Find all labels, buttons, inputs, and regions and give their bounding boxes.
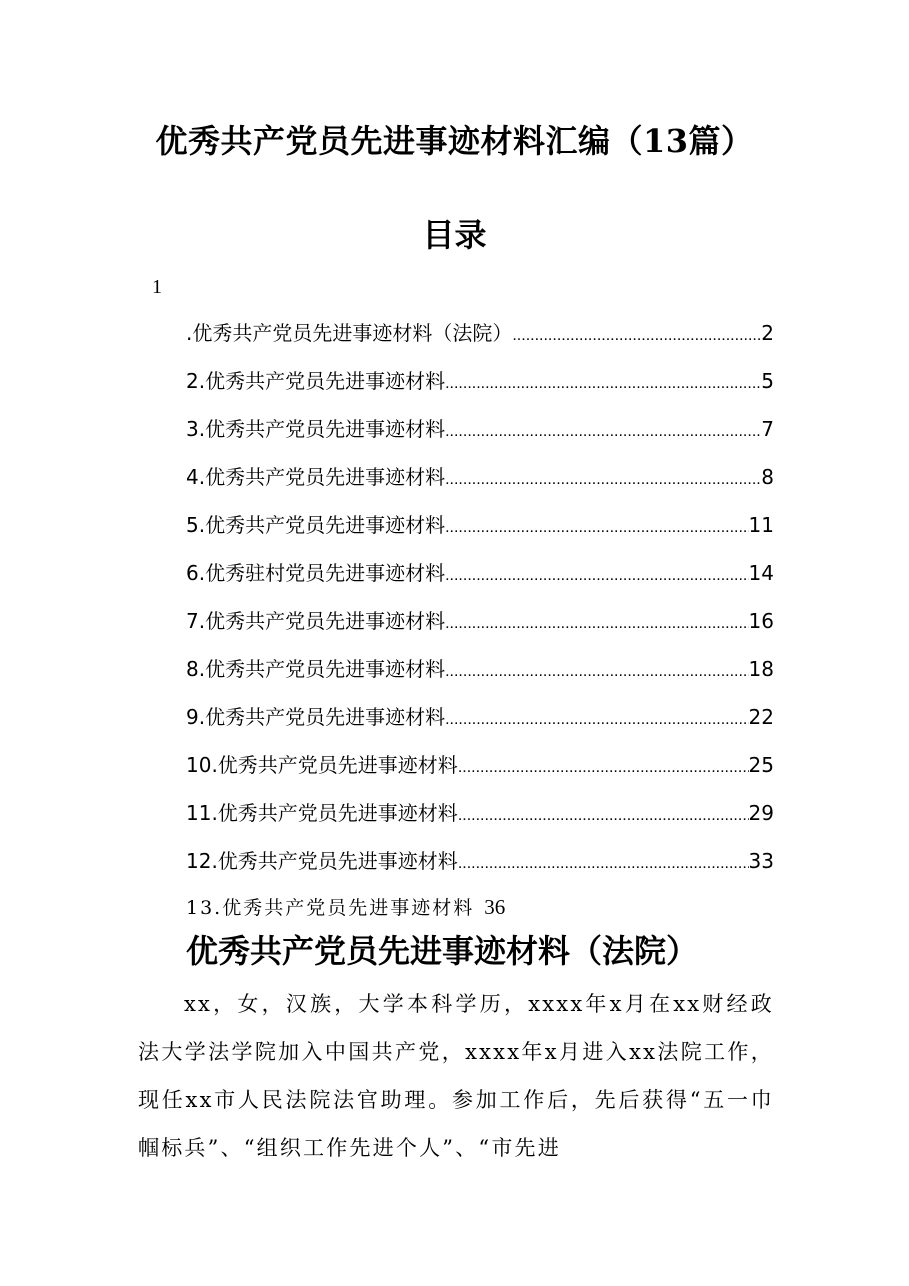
toc-leader-dots (445, 703, 748, 737)
toc-entry-text: 10.优秀共产党员先进事迹材料 (186, 753, 458, 777)
toc-entry-page: 11 (748, 513, 774, 537)
toc-entry-text: 7.优秀共产党员先进事迹材料 (186, 609, 446, 633)
toc-entry-text: 5.优秀共产党员先进事迹材料 (186, 513, 446, 537)
toc-entry-10[interactable] (186, 748, 774, 796)
toc-entry-11[interactable] (186, 796, 774, 844)
toc-entry-5[interactable] (186, 508, 774, 556)
table-of-contents (186, 316, 774, 892)
toc-leader-dots (458, 847, 749, 881)
article-title: 优秀共产党员先进事迹材料（法院） (186, 932, 699, 970)
toc-entry-text: 8.优秀共产党员先进事迹材料 (186, 657, 446, 681)
toc-entry-text: 3.优秀共产党员先进事迹材料 (186, 417, 446, 441)
toc-entry-page: 16 (748, 609, 774, 633)
toc-entry-7[interactable] (186, 604, 774, 652)
toc-entry-page: 7 (761, 417, 774, 441)
toc-entry-page: 2 (761, 321, 774, 345)
toc-entry-6[interactable] (186, 556, 774, 604)
toc-entry-page: 36 (484, 895, 506, 919)
toc-entry-13[interactable] (186, 892, 505, 923)
toc-stray-number: 1 (152, 276, 162, 298)
article-paragraph: xx，女，汉族，大学本科学历，xxxx年x月在xx财经政法大学法学院加入中国共产党，xxxx年x月进入xx法院工作，现任xx市人民法院法官助理。参加工作后，先后获得“五一巾帼标兵”、“组织工作先进个人”、“市先进 (138, 992, 774, 1160)
toc-entry-page: 18 (748, 657, 774, 681)
toc-entry-page: 22 (748, 705, 774, 729)
toc-leader-dots (512, 319, 761, 353)
toc-entry-text: 2.优秀共产党员先进事迹材料 (186, 369, 446, 393)
toc-leader-dots (445, 415, 761, 449)
toc-leader-dots (445, 655, 748, 689)
toc-entry-text: 4.优秀共产党员先进事迹材料 (186, 465, 446, 489)
toc-entry-8[interactable] (186, 652, 774, 700)
toc-leader-dots (445, 511, 748, 545)
toc-entry-page: 29 (748, 801, 774, 825)
toc-entry-2[interactable] (186, 364, 774, 412)
toc-entry-page: 25 (748, 753, 774, 777)
toc-entry-page: 8 (761, 465, 774, 489)
toc-leader-dots (445, 559, 748, 593)
toc-leader-dots (458, 751, 749, 785)
toc-entry-3[interactable] (186, 412, 774, 460)
toc-leader-dots (458, 799, 749, 833)
toc-entry-text: 11.优秀共产党员先进事迹材料 (186, 801, 458, 825)
toc-entry-9[interactable] (186, 700, 774, 748)
toc-entry-text: 12.优秀共产党员先进事迹材料 (186, 849, 458, 873)
toc-entry-page: 14 (748, 561, 774, 585)
toc-entry-1[interactable] (186, 316, 774, 364)
toc-entry-text: 13.优秀共产党员先进事迹材料 (186, 897, 475, 919)
document-title: 优秀共产党员先进事迹材料汇编（13篇） (155, 122, 754, 160)
toc-entry-page: 33 (748, 849, 774, 873)
toc-entry-text: .优秀共产党员先进事迹材料（法院） (186, 321, 513, 345)
toc-entry-4[interactable] (186, 460, 774, 508)
toc-entry-page: 5 (761, 369, 774, 393)
toc-leader-dots (445, 367, 761, 401)
toc-entry-text: 6.优秀驻村党员先进事迹材料 (186, 561, 446, 585)
toc-entry-text: 9.优秀共产党员先进事迹材料 (186, 705, 446, 729)
toc-heading: 目录 (422, 216, 487, 254)
toc-entry-12[interactable] (186, 844, 774, 892)
toc-leader-dots (445, 463, 761, 497)
toc-leader-dots (445, 607, 748, 641)
